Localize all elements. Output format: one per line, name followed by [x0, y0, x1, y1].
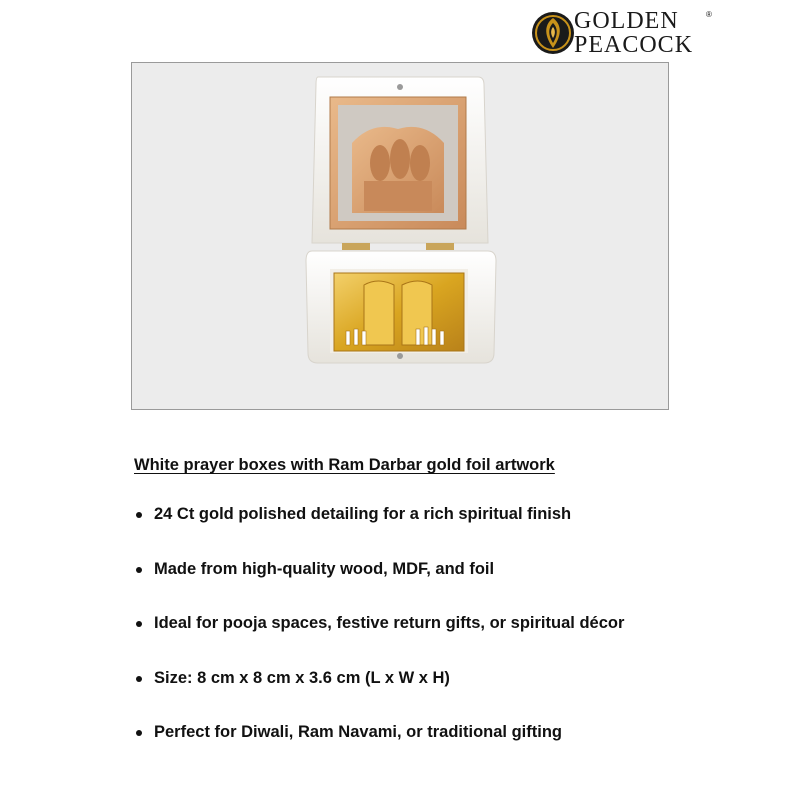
feature-text: Made from high-quality wood, MDF, and foil: [154, 559, 495, 578]
product-heading: White prayer boxes with Ram Darbar gold foil artwork: [134, 456, 555, 474]
feature-item: [134, 614, 624, 669]
brand-name-line1: GOLDEN: [574, 8, 679, 34]
feature-text: Size: 8 cm x 8 cm x 3.6 cm (L x W x H): [154, 668, 450, 687]
feature-text: Perfect for Diwali, Ram Navami, or traditional gifting: [154, 723, 562, 741]
feature-text: Ideal for pooja spaces, festive return gifts, or spiritual décor: [154, 614, 625, 632]
brand-logo: [530, 8, 720, 58]
registered-mark: ®: [706, 10, 712, 19]
peacock-feather-icon: [530, 10, 576, 56]
feature-item: [134, 669, 624, 724]
product-photo: [131, 62, 669, 410]
brand-name-line2: PEACOCK: [574, 32, 694, 58]
feature-item: [134, 560, 624, 615]
feature-item: [134, 505, 624, 560]
feature-text: 24 Ct gold polished detailing for a rich spiritual finish: [154, 505, 572, 523]
bullet-icon: [136, 567, 142, 573]
feature-item: [134, 723, 624, 778]
bullet-icon: [136, 512, 142, 518]
bullet-icon: [136, 621, 142, 627]
feature-list: [134, 505, 624, 778]
bullet-icon: [136, 730, 142, 736]
bullet-icon: [136, 676, 142, 682]
prayer-box-photo: [132, 63, 668, 409]
